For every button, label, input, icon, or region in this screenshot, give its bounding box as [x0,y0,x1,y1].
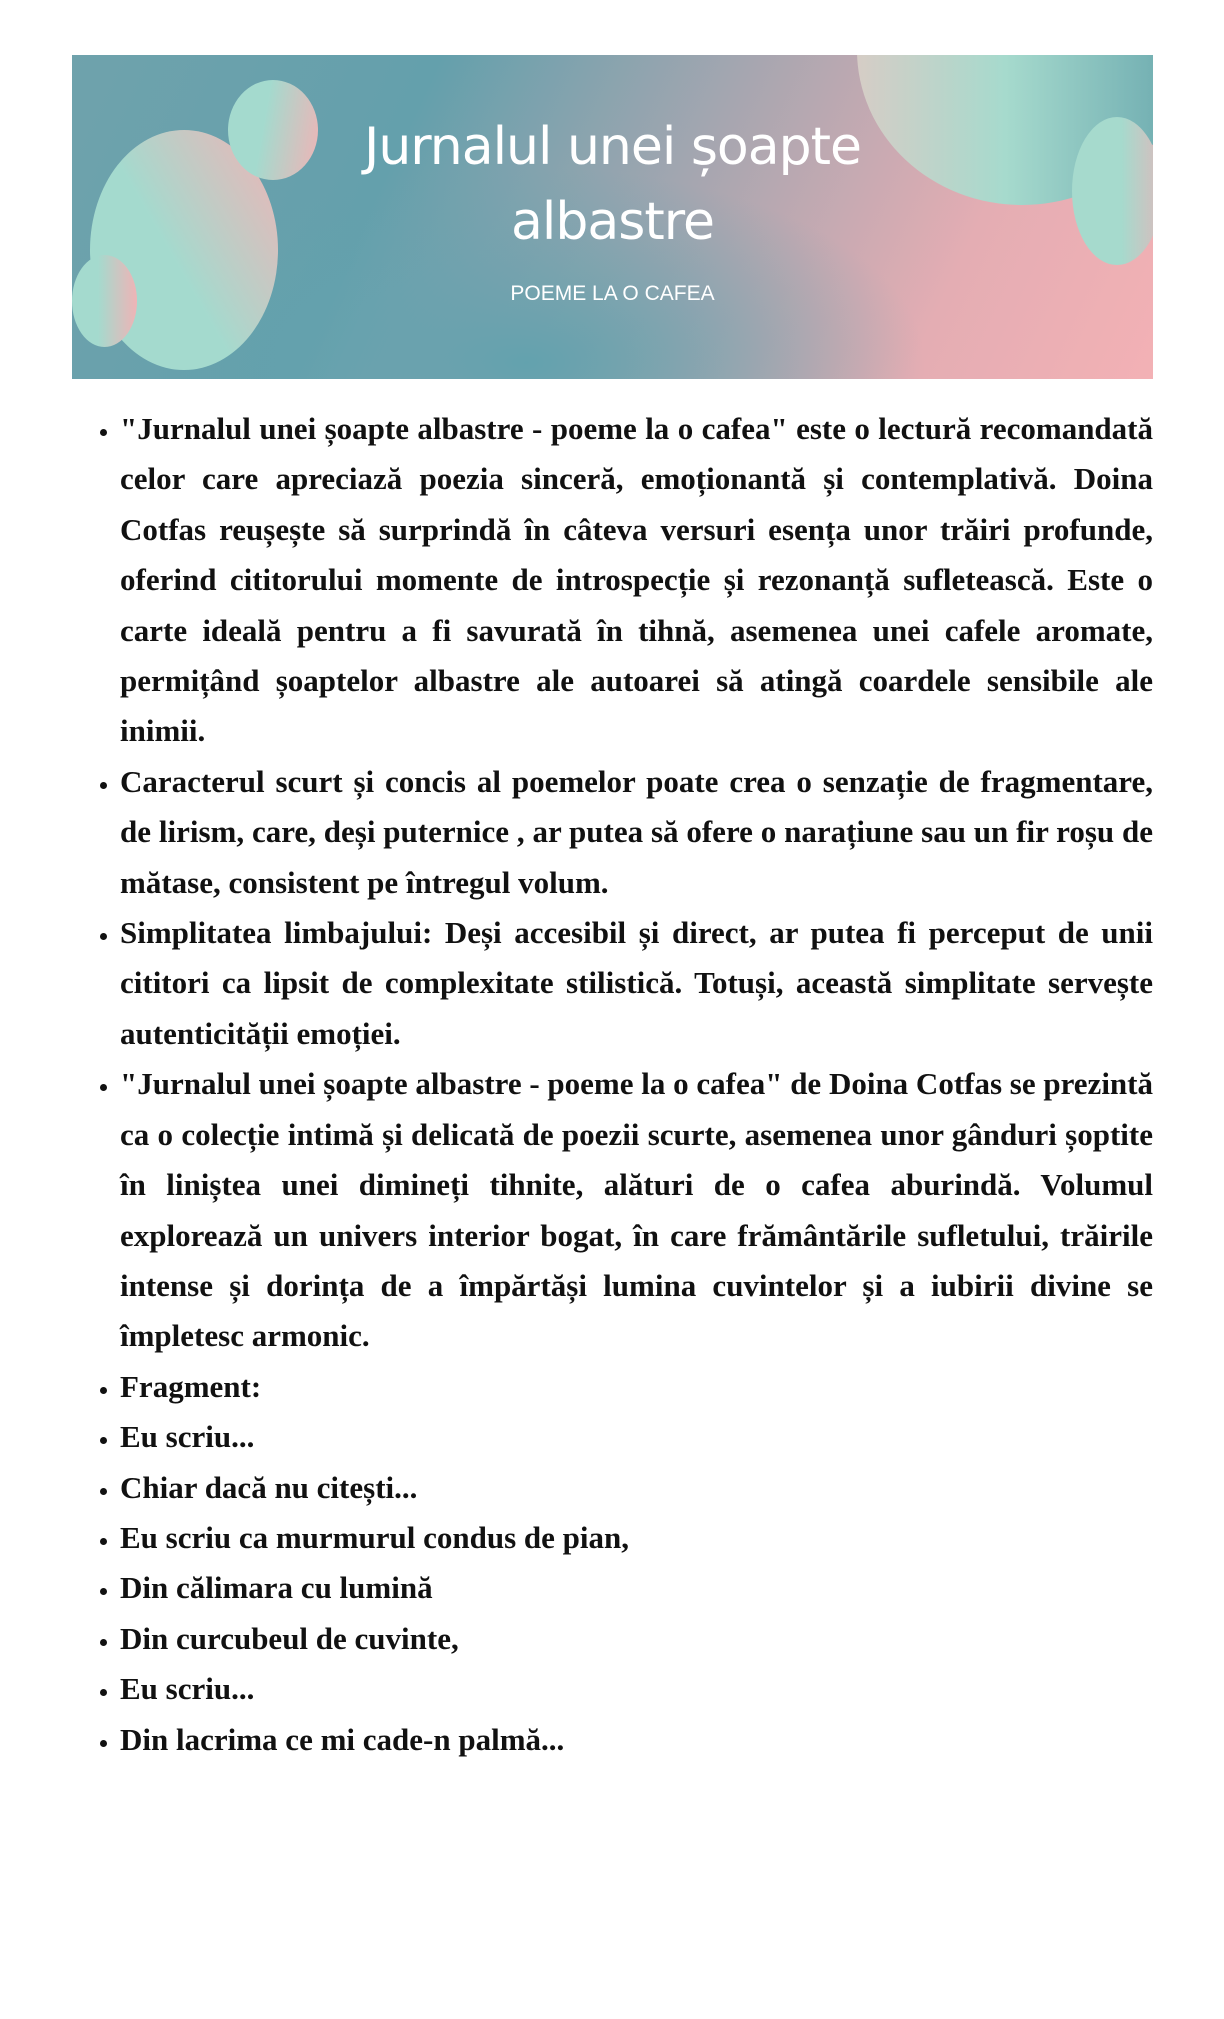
list-item: • Din călimara cu lumină [120,1563,1153,1613]
list-item: • Simplitatea limbajului: Deși accesibil și direct, ar putea fi perceput de unii cititori ca lipsit de complexitate stilistică. Totuși, această simplitate servește autenticității emoției. [120,908,1153,1059]
banner-title-line: albastre [511,192,714,252]
list-item: • Caracterul scurt și concis al poemelor poate crea o senzație de fragmentare, de lirism, care, deși puternice , ar putea să ofere o narațiune sau un fir roșu de mătase, consistent pe întregul volum. [120,757,1153,908]
banner-title [72,110,1153,260]
list-item: • Eu scriu... [120,1412,1153,1462]
list-item: • Eu scriu ca murmurul condus de pian, [120,1513,1153,1563]
header-banner [72,55,1153,379]
banner-title-line: Jurnalul unei șoapte [363,117,861,177]
list-item: • Din lacrima ce mi cade-n palmă... [120,1715,1153,1765]
list-item: • Fragment: [120,1362,1153,1412]
list-item: • Din curcubeul de cuvinte, [120,1614,1153,1664]
list-item: • "Jurnalul unei șoapte albastre - poeme la o cafea" este o lectură recomandată celor care apreciază poezia sinceră, emoționantă și contemplativă. Doina Cotfas reușește să surprindă în câteva versuri esența unor trăiri profunde, oferind cititorului momente de introspecție și rezonanță sufletească. Este o carte ideală pentru a fi savurată în tihnă, asemenea unei cafele aromate, permițând șoaptelor albastre ale autoarei să atingă coardele sensibile ale inimii. [120,404,1153,757]
list-item: • Chiar dacă nu citești... [120,1463,1153,1513]
review-list [72,404,1153,1765]
list-item: • "Jurnalul unei șoapte albastre - poeme la o cafea" de Doina Cotfas se prezintă ca o colecție intimă și delicată de poezii scurte, asemenea unor gânduri șoptite în liniștea unei dimineți tihnite, alături de o cafea aburindă. Volumul explorează un univers interior bogat, în care frământările sufletului, trăirile intense și dorința de a împărtăși lumina cuvintelor și a iubirii divine se împletesc armonic. [120,1059,1153,1361]
banner-subtitle: POEME LA O CAFEA [510,282,715,305]
list-item: • Eu scriu... [120,1664,1153,1714]
